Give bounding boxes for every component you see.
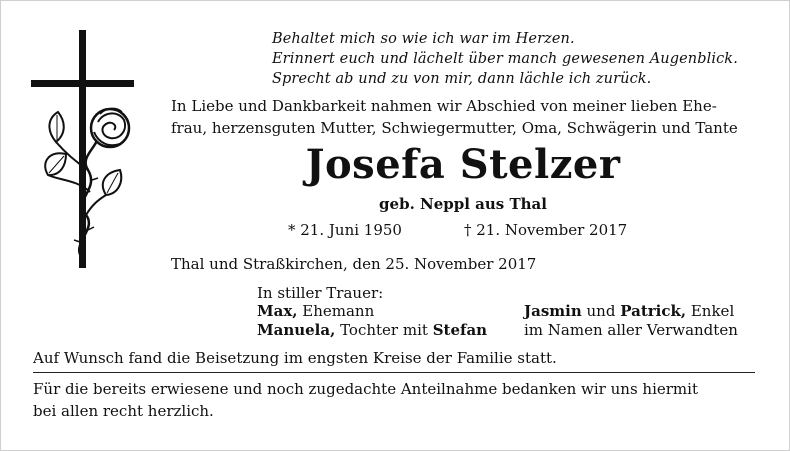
mourner-relation: Enkel — [686, 302, 735, 320]
mourner-relation: Ehemann — [297, 302, 375, 320]
deceased-name: Josefa Stelzer — [305, 141, 621, 188]
poem — [272, 29, 772, 89]
intro-line: frau, herzensguten Mutter, Schwiegermutter, Oma, Schwägerin und Tante — [171, 119, 738, 137]
intro-text — [171, 95, 771, 139]
mourner-line — [257, 320, 487, 340]
mourner-name: Stefan — [432, 321, 488, 339]
thanks-text — [33, 378, 758, 422]
mourner-line: im Namen aller Verwandten — [524, 321, 738, 339]
funeral-note: Auf Wunsch fand die Beisetzung im engsten Kreise der Familie statt. — [33, 349, 557, 367]
mourner-relation: Tochter mit — [335, 321, 433, 339]
thanks-line: Für die bereits erwiesene und noch zugedachte Anteilnahme bedanken wir uns hiermit — [33, 380, 698, 398]
divider — [33, 372, 755, 373]
place-date: Thal und Straßkirchen, den 25. November 2017 — [171, 255, 537, 273]
mourner-name: Max, — [257, 302, 298, 320]
mourner-name: Jasmin — [524, 302, 582, 320]
birth-date: * 21. Juni 1950 — [288, 221, 402, 239]
mourner-line — [524, 301, 734, 321]
birth-name: geb. Neppl aus Thal — [379, 195, 547, 213]
poem-line: Sprecht ab und zu von mir, dann lächle ich zurück. — [272, 71, 652, 87]
mourners-heading: In stiller Trauer: — [257, 284, 384, 302]
thanks-line: bei allen recht herzlich. — [33, 402, 214, 420]
mourner-name: Manuela, — [257, 321, 336, 339]
cross-with-rose-icon — [28, 30, 148, 270]
death-date: † 21. November 2017 — [464, 221, 628, 239]
intro-line: In Liebe und Dankbarkeit nahmen wir Abschied von meiner lieben Ehe- — [171, 97, 717, 115]
poem-line: Erinnert euch und lächelt über manch gewesenen Augenblick. — [272, 51, 738, 67]
mourner-line — [257, 301, 374, 321]
mourner-name: Patrick, — [620, 302, 687, 320]
mourner-relation: und — [581, 302, 621, 320]
poem-line: Behaltet mich so wie ich war im Herzen. — [272, 31, 575, 47]
